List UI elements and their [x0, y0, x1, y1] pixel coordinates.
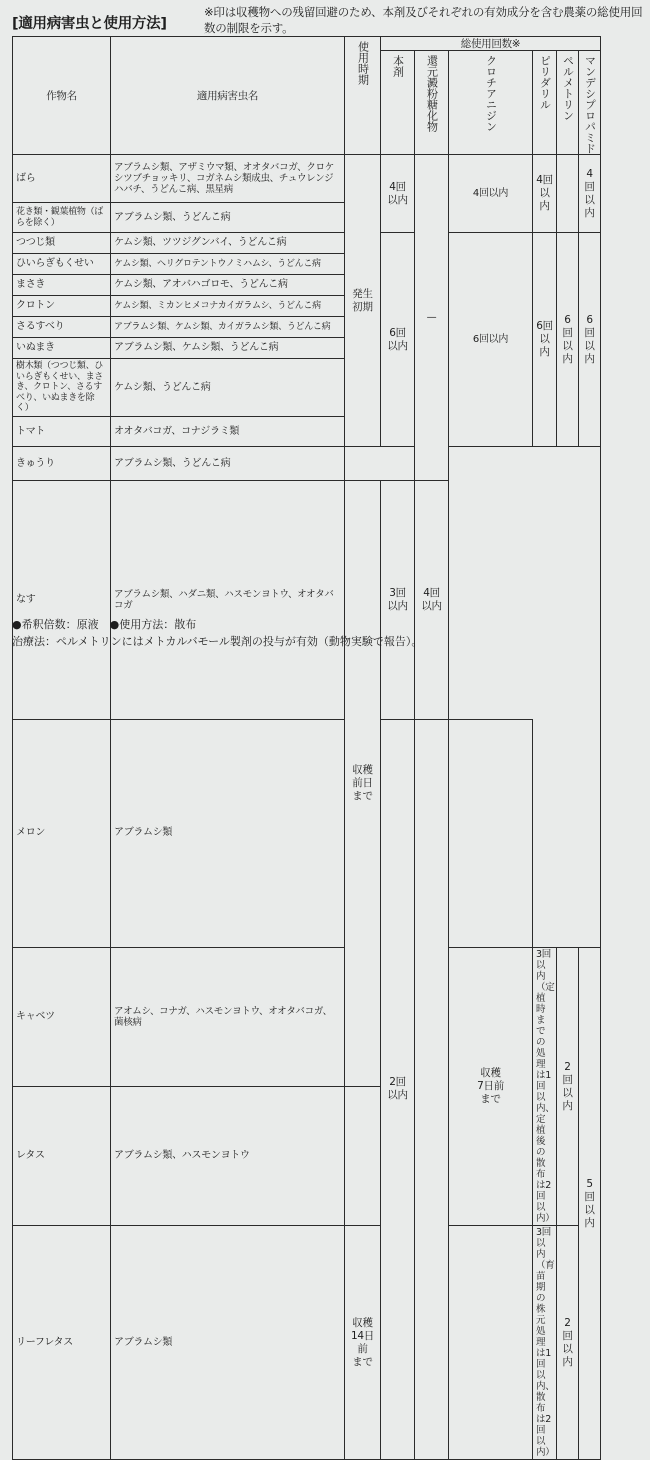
pest-list: アブラムシ類、うどんこ病 [111, 447, 345, 481]
section-heading: [適用病害虫と使用方法] [12, 16, 167, 32]
crop-name: キャベツ [13, 948, 111, 1087]
header-reduced-starch: 還元澱粉糖化物 [415, 51, 449, 155]
timing-day-before: 収穫 前日 まで [345, 481, 381, 1087]
crop-name: ばら [13, 155, 111, 203]
count-clothianidin-seedling-short: 3回以内（育苗期の株元処理は1回以内、散布は2回以内） [533, 1226, 557, 1460]
crop-name: 樹木類（つつじ類、ひいらぎもくせい、まさき、クロトン、さるすべり、いぬまきを除く） [13, 359, 111, 417]
pest-list: アブラムシ類 [111, 1226, 345, 1460]
pest-list: オオタバコガ、コナジラミ類 [111, 417, 345, 447]
count-clothianidin: 4回以内 [449, 155, 533, 233]
header-pyridalyl: ピリダリル [533, 51, 557, 155]
pest-list: ケムシ類、アオバハゴロモ、うどんこ病 [111, 275, 345, 296]
pest-list: ケムシ類、ヘリグロテントウノミハムシ、うどんこ病 [111, 254, 345, 275]
pest-list: アブラムシ類 [111, 719, 345, 948]
header-mandipropamid: マンデシプロパミド [579, 51, 601, 155]
pest-list: アブラムシ類、ケムシ類、うどんこ病 [111, 338, 345, 359]
pest-list: アブラムシ類、ハスモンヨトウ [111, 1087, 345, 1226]
count-pyridalyl: 4回 以内 [415, 481, 449, 720]
timing-ornamental: 発生 初期 [345, 155, 381, 447]
count-this-agent: 2回 以内 [381, 719, 415, 1460]
crop-name: レタス [13, 1087, 111, 1226]
timing-fourteen-days: 収穫 14日前 まで [345, 1226, 381, 1460]
count-this-agent: 3回 以内 [381, 481, 415, 720]
count-pyridalyl: 2回 以内 [557, 1226, 579, 1460]
pest-list: アブラムシ類、うどんこ病 [111, 203, 345, 233]
count-mandipropamid: 4回 以内 [579, 155, 601, 233]
crop-name: つつじ類 [13, 233, 111, 254]
header-total-uses: 総使用回数※ [381, 37, 601, 51]
pest-list: アオムシ、コナガ、ハスモンヨトウ、オオタバコガ、菌核病 [111, 948, 345, 1087]
count-permethrin: 5回 以内 [579, 948, 601, 1460]
count-pyridalyl: 2回 以内 [557, 948, 579, 1226]
usage-table [12, 36, 601, 1460]
crop-name: まさき [13, 275, 111, 296]
count-clothianidin-definite: 3回以内（定植時までの処理は1回以内、定植後の散布は2回以内） [533, 948, 557, 1226]
pest-list: アブラムシ類、ハダニ類、ハスモンヨトウ、オオタバコガ [111, 481, 345, 720]
pest-list: ケムシ類、うどんこ病 [111, 359, 345, 417]
header-permethrin: ペルメトリン [557, 51, 579, 155]
crop-name: メロン [13, 719, 111, 948]
header-crop: 作物名 [13, 37, 111, 155]
count-clothianidin: 6回以内 [449, 233, 533, 447]
count-permethrin-blank [557, 155, 579, 233]
residue-note: ※印は収穫物への残留回避のため、本剤及びそれぞれの有効成分を含む農薬の総使用回数の制限を示す。 [204, 5, 643, 35]
count-pyridalyl-blank [449, 719, 533, 948]
count-permethrin: 6回 以内 [557, 233, 579, 447]
count-this-agent: 4回 以内 [381, 155, 415, 233]
count-pyridalyl: 4回 以内 [533, 155, 557, 233]
pest-list: ケムシ類、ミカンヒメコナカイガラムシ、うどんこ病 [111, 296, 345, 317]
crop-name: なす [13, 481, 111, 720]
count-reduced-starch-blank [415, 719, 449, 1460]
crop-name: トマト [13, 417, 111, 447]
header-timing: 使用時期 [345, 37, 381, 155]
crop-name: さるすべり [13, 317, 111, 338]
count-pyridalyl: 6回 以内 [533, 233, 557, 447]
crop-name: いぬまき [13, 338, 111, 359]
crop-name: きゅうり [13, 447, 111, 481]
header-clothianidin: クロチアニジン [449, 51, 533, 155]
count-this-agent-blank [449, 1226, 533, 1460]
count-mandipropamid: 6回 以内 [579, 233, 601, 447]
pest-list: アブラムシ類、アザミウマ類、オオタバコガ、クロケシツブチョッキリ、コガネムシ類成虫、チュウレンジハバチ、うどんこ病、黒星病 [111, 155, 345, 203]
crop-name: 花き類・観葉植物（ばらを除く） [13, 203, 111, 233]
pest-list: アブラムシ類、ケムシ類、カイガラムシ類、うどんこ病 [111, 317, 345, 338]
crop-name: リーフレタス [13, 1226, 111, 1460]
dilution-method-note: ●希釈倍数：原液 ●使用方法：散布 [12, 618, 197, 631]
header-this-agent: 本剤 [381, 51, 415, 155]
count-this-agent: 6回 以内 [381, 233, 415, 447]
crop-name: クロトン [13, 296, 111, 317]
timing-seven-days: 収穫 7日前 まで [449, 948, 533, 1226]
header-pest: 適用病害虫名 [111, 37, 345, 155]
crop-name: ひいらぎもくせい [13, 254, 111, 275]
treatment-note: 治療法：ペルメトリンにはメトカルバモール製剤の投与が有効（動物実験で報告）。 [12, 635, 423, 648]
pest-list: ケムシ類、ツツジグンバイ、うどんこ病 [111, 233, 345, 254]
count-reduced-starch: — [415, 155, 449, 481]
